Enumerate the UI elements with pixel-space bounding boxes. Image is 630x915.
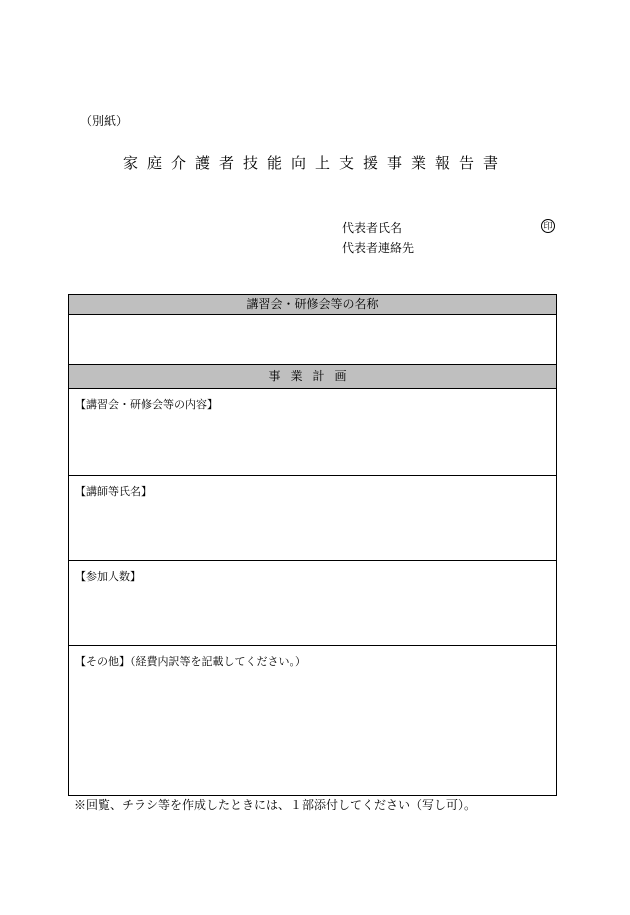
other-section[interactable] bbox=[69, 646, 556, 796]
participants-section-label: 【参加人数】 bbox=[75, 570, 141, 583]
participants-section[interactable] bbox=[69, 561, 556, 646]
document-title: 家庭介護者技能向上支援事業報告書 bbox=[122, 154, 507, 172]
other-section-label: 【その他】（経費内訳等を記載してください。） bbox=[75, 655, 306, 668]
name-input-cell[interactable] bbox=[69, 315, 556, 365]
content-section[interactable] bbox=[69, 389, 556, 476]
instructor-section[interactable] bbox=[69, 476, 556, 561]
footer-note: ※回覧、チラシ等を作成したときには、１部添付してください（写し可）。 bbox=[74, 798, 477, 812]
representative-block bbox=[342, 218, 414, 258]
name-header-row: 講習会・研修会等の名称 bbox=[69, 295, 556, 315]
representative-name-label: 代表者氏名 bbox=[342, 221, 403, 235]
attachment-label: （別紙） bbox=[80, 114, 129, 128]
plan-header-row: 事業計画 bbox=[69, 365, 556, 389]
instructor-section-label: 【講師等氏名】 bbox=[75, 485, 152, 498]
seal-mark: 印 bbox=[541, 219, 555, 233]
representative-contact-label: 代表者連絡先 bbox=[342, 241, 415, 255]
report-table bbox=[68, 294, 557, 796]
content-section-label: 【講習会・研修会等の内容】 bbox=[75, 398, 218, 411]
